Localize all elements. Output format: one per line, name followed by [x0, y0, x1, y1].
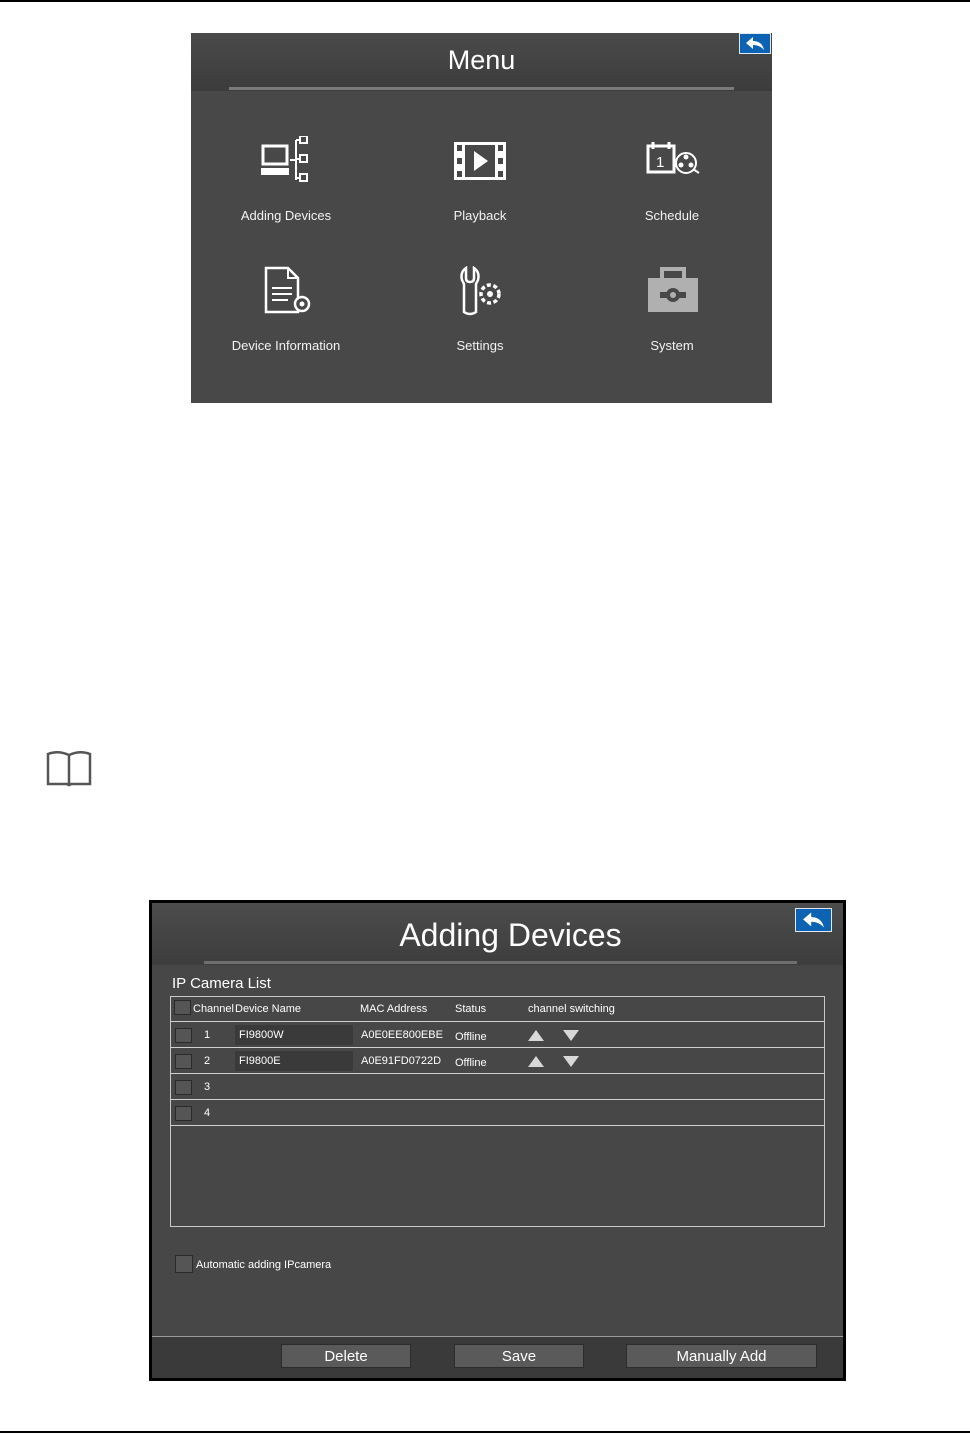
table-row[interactable]: [171, 1101, 824, 1126]
row-channel: 2: [204, 1055, 211, 1067]
menu-item-label: Settings: [456, 338, 504, 353]
auto-add-checkbox[interactable]: [175, 1255, 193, 1273]
playback-icon: [450, 136, 510, 192]
menu-header-divider: [229, 87, 734, 90]
column-header-mac-address: MAC Address: [360, 1003, 428, 1015]
row-mac-address: A0E0EE800EBE: [361, 1029, 443, 1041]
menu-item-adding-devices[interactable]: [191, 136, 381, 256]
menu-item-label: Device Information: [231, 338, 341, 353]
system-icon: [642, 266, 702, 322]
device-name-field[interactable]: FI9800W: [235, 1025, 353, 1045]
ip-camera-list-title: IP Camera List: [172, 975, 271, 992]
row-mac-address: A0E91FD0722D: [361, 1055, 442, 1067]
manually-add-button[interactable]: Manually Add: [626, 1344, 817, 1368]
menu-item-label: System: [650, 338, 694, 353]
menu-header: [191, 33, 772, 91]
row-status: Offline: [455, 1057, 487, 1069]
page-top-rule: [0, 0, 970, 2]
adding-devices-back-button[interactable]: [795, 908, 832, 932]
button-bar: [152, 1336, 843, 1378]
save-button[interactable]: Save: [454, 1344, 584, 1368]
back-arrow-icon: [796, 909, 831, 931]
row-channel: 3: [204, 1081, 211, 1093]
column-header-channel-switching: channel switching: [528, 1003, 615, 1015]
menu-item-playback[interactable]: [385, 136, 575, 256]
menu-item-system[interactable]: [577, 266, 767, 386]
device-information-icon: [256, 266, 316, 322]
menu-title: Menu: [447, 45, 516, 75]
row-checkbox[interactable]: [175, 1080, 192, 1095]
menu-item-schedule[interactable]: [577, 136, 767, 256]
select-all-checkbox[interactable]: [174, 1000, 191, 1015]
row-channel: 1: [204, 1029, 211, 1041]
row-channel: 4: [204, 1107, 211, 1119]
adding-devices-icon: [256, 136, 316, 192]
channel-up-arrow-icon[interactable]: [528, 1056, 544, 1067]
page-bottom-rule: [0, 1431, 970, 1433]
menu-item-label: Adding Devices: [240, 208, 332, 223]
svg-text:1: 1: [656, 154, 665, 171]
adding-devices-panel: [149, 900, 846, 1381]
back-arrow-icon: [740, 34, 770, 53]
schedule-icon: [642, 136, 702, 192]
menu-item-label: Schedule: [644, 208, 700, 223]
book-note-icon: [44, 748, 94, 788]
column-header-device-name: Device Name: [235, 1003, 302, 1015]
adding-devices-title: Adding Devices: [399, 917, 622, 953]
settings-icon: [450, 266, 510, 322]
menu-item-label: Playback: [453, 208, 507, 223]
menu-item-settings[interactable]: [385, 266, 575, 386]
row-status: Offline: [455, 1031, 487, 1043]
channel-down-arrow-icon[interactable]: [563, 1030, 579, 1041]
adding-devices-header: [152, 903, 843, 965]
menu-item-device-information[interactable]: [191, 266, 381, 386]
row-checkbox[interactable]: [175, 1028, 192, 1043]
delete-button[interactable]: Delete: [281, 1344, 411, 1368]
adding-devices-header-divider: [204, 961, 797, 964]
column-header-channel: Channel: [193, 1003, 234, 1015]
channel-down-arrow-icon[interactable]: [563, 1056, 579, 1067]
menu-panel: [191, 33, 772, 403]
adding-devices-body: [152, 903, 843, 1378]
device-name-field[interactable]: FI9800E: [235, 1051, 353, 1071]
menu-back-button[interactable]: [739, 33, 771, 54]
column-header-status: Status: [455, 1003, 487, 1015]
auto-add-label: Automatic adding IPcamera: [196, 1259, 332, 1271]
channel-up-arrow-icon[interactable]: [528, 1030, 544, 1041]
ip-camera-table: [170, 996, 825, 1227]
table-header-row: [171, 997, 824, 1022]
table-row[interactable]: [171, 1049, 824, 1074]
row-checkbox[interactable]: [175, 1106, 192, 1121]
table-row[interactable]: [171, 1023, 824, 1048]
table-row[interactable]: [171, 1075, 824, 1100]
row-checkbox[interactable]: [175, 1054, 192, 1069]
